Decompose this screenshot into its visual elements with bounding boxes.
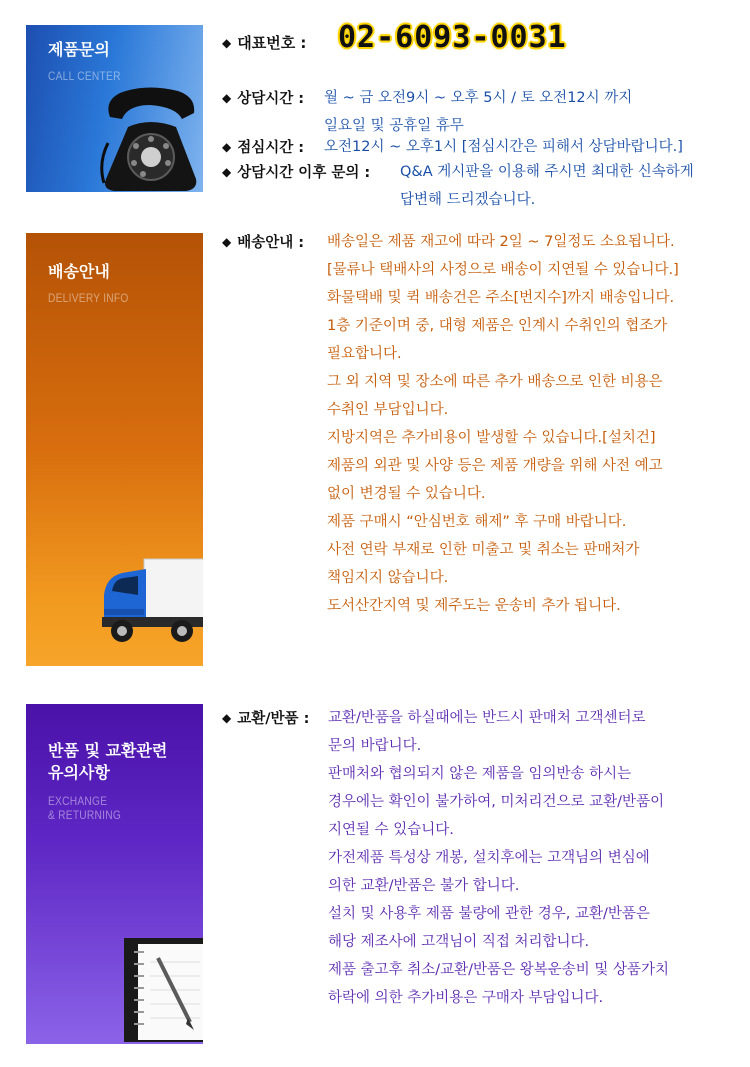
delivery-line: 배송일은 제품 재고에 따라 2일 ~ 7일정도 소요됩니다. (327, 234, 675, 250)
after-hours-line: 답변해 드리겠습니다. (400, 192, 536, 208)
exchange-line: 해당 제조사에 고객님이 직접 처리합니다. (328, 934, 590, 950)
exchange-line: 제품 출고후 취소/교환/반품은 왕복운송비 및 상품가치 (328, 962, 669, 978)
diamond-bullet-icon: ◆ (222, 91, 232, 105)
delivery-line: 책임지지 않습니다. (327, 570, 449, 586)
after-hours-label: 상담시간 이후 문의 : (237, 165, 371, 181)
delivery-line: 제품 구매시 “안심번호 해제” 후 구매 바랍니다. (327, 514, 627, 530)
delivery-line: 1층 기준이며 중, 대형 제품은 인계시 수취인의 협조가 (327, 318, 668, 334)
call-center-subtitle: CALL CENTER (48, 69, 121, 83)
delivery-lines (327, 228, 679, 620)
after-hours-line: Q&A 게시판을 이용해 주시면 최대한 신속하게 (400, 164, 694, 180)
delivery-line: 제품의 외관 및 사양 등은 제품 개량을 위해 사전 예고 (327, 458, 663, 474)
diamond-bullet-icon: ◆ (222, 711, 232, 725)
delivery-title: 배송안내 (48, 262, 110, 281)
exchange-panel (26, 704, 203, 1044)
exchange-line: 문의 바랍니다. (328, 738, 422, 754)
hours-label-row (222, 84, 304, 113)
diamond-bullet-icon: ◆ (222, 140, 232, 154)
exchange-title: 반품 및 교환관련 유의사항 (48, 741, 168, 782)
delivery-label-row (222, 228, 304, 257)
exchange-line: 지연될 수 있습니다. (328, 822, 454, 838)
delivery-line: 화물택배 및 퀵 배송건은 주소[번지수]까지 배송입니다. (327, 290, 675, 306)
delivery-line: 필요합니다. (327, 346, 402, 362)
diamond-bullet-icon: ◆ (222, 36, 232, 50)
diamond-bullet-icon: ◆ (222, 235, 232, 249)
exchange-line: 경우에는 확인이 불가하여, 미처리건으로 교환/반품이 (328, 794, 665, 810)
call-center-title: 제품문의 (48, 40, 110, 59)
delivery-line: 도서산간지역 및 제주도는 운송비 추가 됩니다. (327, 598, 621, 614)
phone-label: 대표번호 : (237, 34, 307, 52)
hours-label: 상담시간 : (237, 91, 305, 107)
delivery-line: 수취인 부담입니다. (327, 402, 449, 418)
exchange-subtitle: EXCHANGE & RETURNING (48, 794, 122, 822)
hours-lines (324, 84, 632, 140)
lunch-label: 점심시간 : (237, 140, 305, 156)
diamond-bullet-icon: ◆ (222, 165, 232, 179)
delivery-line: 지방지역은 추가비용이 발생할 수 있습니다.[설치건] (327, 430, 656, 446)
hours-line: 월 ~ 금 오전9시 ~ 오후 5시 / 토 오전12시 까지 (324, 90, 633, 106)
exchange-line: 설치 및 사용후 제품 불량에 관한 경우, 교환/반품은 (328, 906, 650, 922)
delivery-subtitle: DELIVERY INFO (48, 291, 129, 305)
delivery-line: 사전 연락 부재로 인한 미출고 및 취소는 판매처가 (327, 542, 640, 558)
exchange-line: 의한 교환/반품은 불가 합니다. (328, 878, 520, 894)
after-hours-lines (400, 158, 694, 214)
phone-number[interactable]: 02-6093-0031 (338, 20, 567, 55)
delivery-line: [물류나 택배사의 사정으로 배송이 지연될 수 있습니다.] (327, 262, 679, 278)
exchange-line: 교환/반품을 하실때에는 반드시 판매처 고객센터로 (328, 710, 646, 726)
delivery-panel (26, 233, 203, 666)
delivery-line: 없이 변경될 수 있습니다. (327, 486, 486, 502)
delivery-label: 배송안내 : (237, 235, 305, 251)
exchange-line: 하락에 의한 추가비용은 구매자 부담입니다. (328, 990, 604, 1006)
call-center-panel (26, 25, 203, 192)
truck-icon (98, 551, 203, 656)
phone-label-row (222, 32, 306, 53)
exchange-label: 교환/반품 : (237, 711, 310, 727)
exchange-lines (328, 704, 669, 1012)
hours-line: 일요일 및 공휴일 휴무 (324, 118, 464, 134)
exchange-line: 판매처와 협의되지 않은 제품을 임의반송 하시는 (328, 766, 632, 782)
after-hours-label-row (222, 158, 370, 187)
telephone-icon (98, 83, 203, 192)
lunch-text: 오전12시 ~ 오후1시 [점심시간은 피해서 상담바랍니다.] (324, 139, 683, 155)
delivery-line: 그 외 지역 및 장소에 따른 추가 배송으로 인한 비용은 (327, 374, 663, 390)
exchange-label-row (222, 704, 309, 733)
notebook-pen-icon (114, 932, 203, 1044)
exchange-line: 가전제품 특성상 개봉, 설치후에는 고객님의 변심에 (328, 850, 650, 866)
